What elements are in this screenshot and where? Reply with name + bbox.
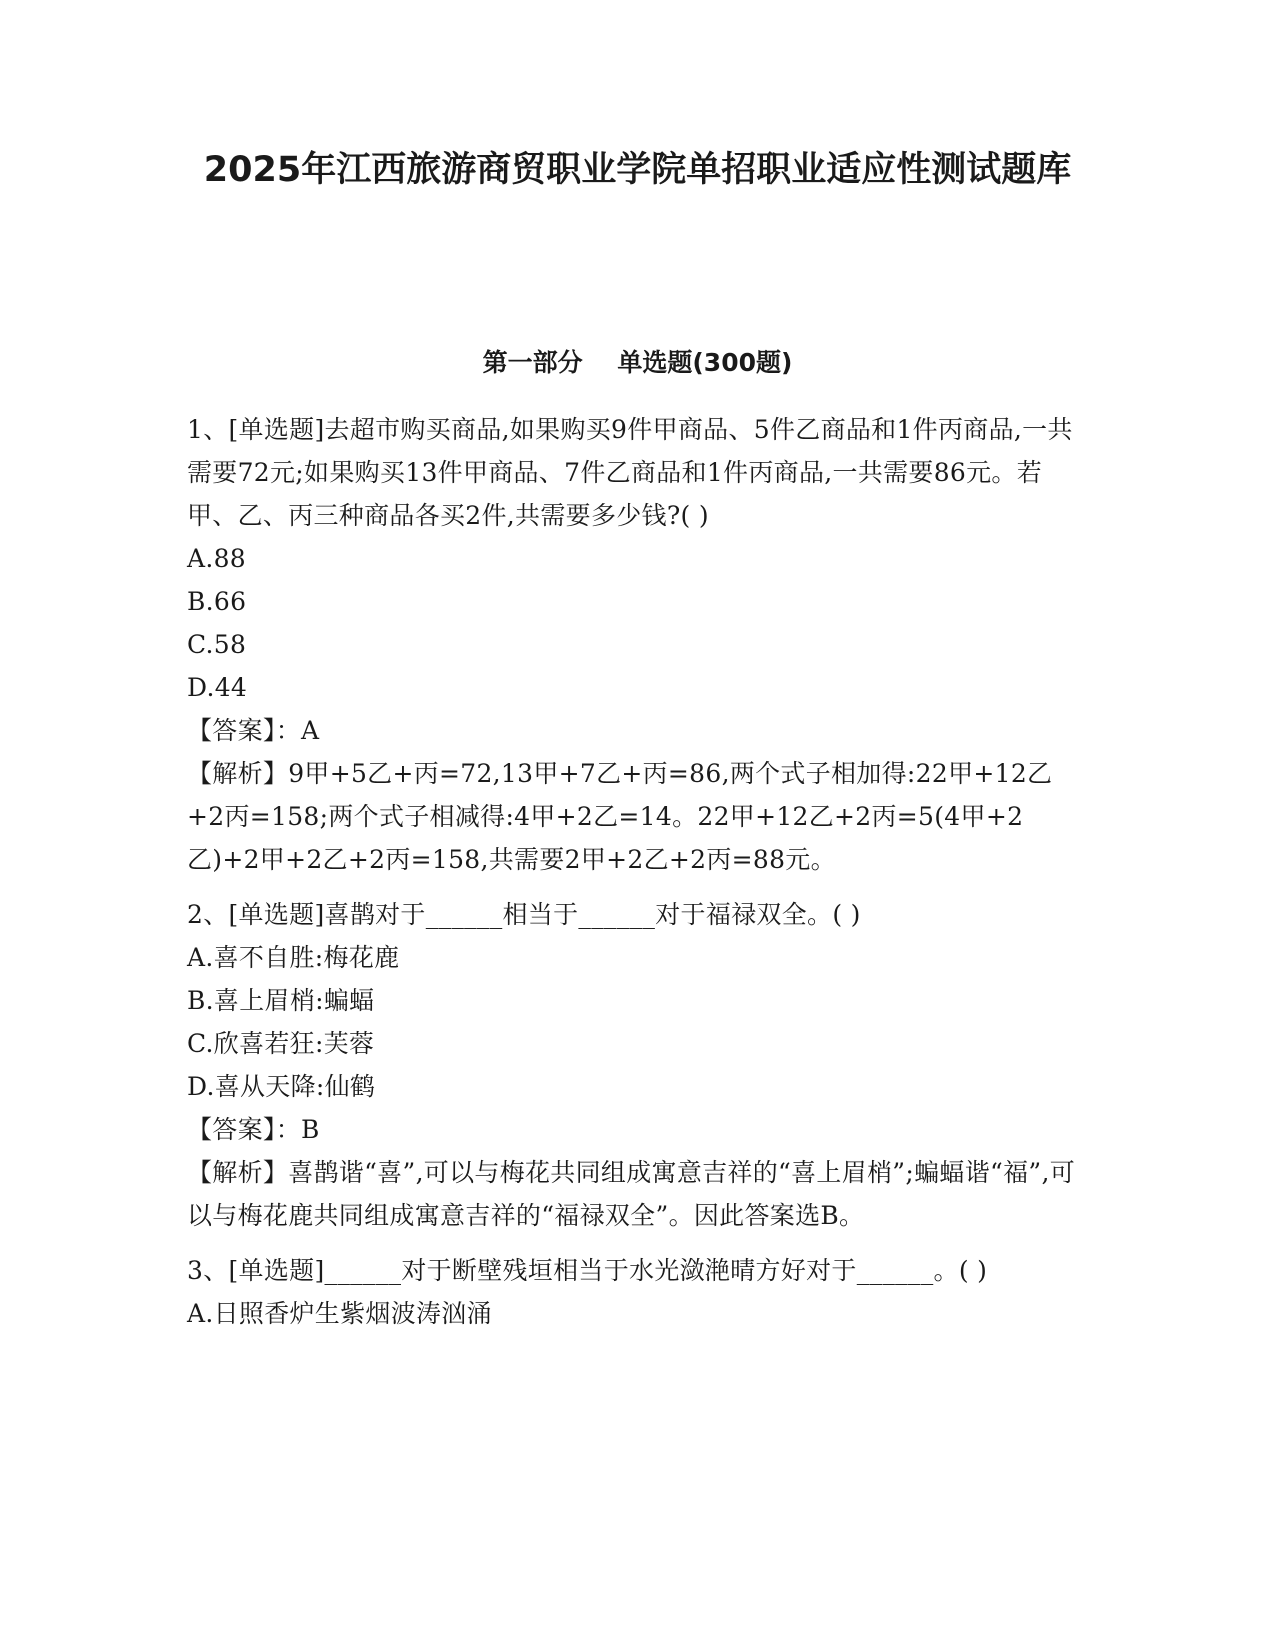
option-a: A.88 — [187, 544, 247, 573]
analysis-line — [187, 1151, 1082, 1237]
option-b: B.喜上眉梢:蝙蝠 — [187, 986, 375, 1015]
document-title: 2025年江西旅游商贸职业学院单招职业适应性测试题库 — [203, 150, 1072, 190]
analysis-text: 喜鹊谐“喜”,可以与梅花共同组成寓意吉祥的“喜上眉梢”;蝙蝠谐“福”,可以与梅花鹿共同组成寓意吉祥的“福禄双全”。因此答案选B。 — [187, 1158, 1076, 1230]
option-b: B.66 — [187, 587, 247, 616]
option-list — [187, 537, 1082, 709]
question-3 — [187, 1249, 1082, 1335]
question-stem: 1、[单选题]去超市购买商品,如果购买9件甲商品、5件乙商品和1件丙商品,一共需要72元;如果购买13件甲商品、7件乙商品和1件丙商品,一共需要86元。若甲、乙、丙三种商品各买2件,共需要多少钱?( ) — [187, 415, 1073, 530]
answer-line — [187, 709, 1082, 752]
answer-label: 【答案】： — [187, 1115, 302, 1144]
option-a: A.日照香炉生紫烟波涛汹涌 — [187, 1299, 492, 1328]
answer-line — [187, 1108, 1082, 1151]
answer-label: 【答案】： — [187, 716, 302, 745]
option-c: C.欣喜若狂:芙蓉 — [187, 1029, 375, 1058]
option-d: D.喜从天降:仙鹤 — [187, 1072, 376, 1101]
section-title: 第一部分 单选题(300题) — [482, 348, 793, 377]
option-list — [187, 1292, 1082, 1335]
option-a: A.喜不自胜:梅花鹿 — [187, 943, 400, 972]
question-stem: 3、[单选题]______对于断壁残垣相当于水光潋滟晴方好对于______。( ) — [187, 1256, 988, 1285]
answer-value: A — [301, 716, 320, 745]
answer-value: B — [301, 1115, 320, 1144]
question-2 — [187, 893, 1082, 1237]
question-stem: 2、[单选题]喜鹊对于______相当于______对于福禄双全。( ) — [187, 900, 861, 929]
analysis-line — [187, 752, 1082, 881]
option-d: D.44 — [187, 673, 248, 702]
option-c: C.58 — [187, 630, 247, 659]
question-1 — [187, 408, 1082, 881]
option-list — [187, 936, 1082, 1108]
analysis-text: 9甲+5乙+丙=72,13甲+7乙+丙=86,两个式子相加得:22甲+12乙+2丙=158;两个式子相减得:4甲+2乙=14。22甲+12乙+2丙=5(4甲+2乙)+2甲+2乙+2丙=158,共需要2甲+2乙+2丙=88元。 — [187, 759, 1053, 874]
analysis-label: 【解析】 — [187, 1158, 289, 1187]
question-list — [187, 408, 1082, 1347]
analysis-label: 【解析】 — [187, 759, 289, 788]
